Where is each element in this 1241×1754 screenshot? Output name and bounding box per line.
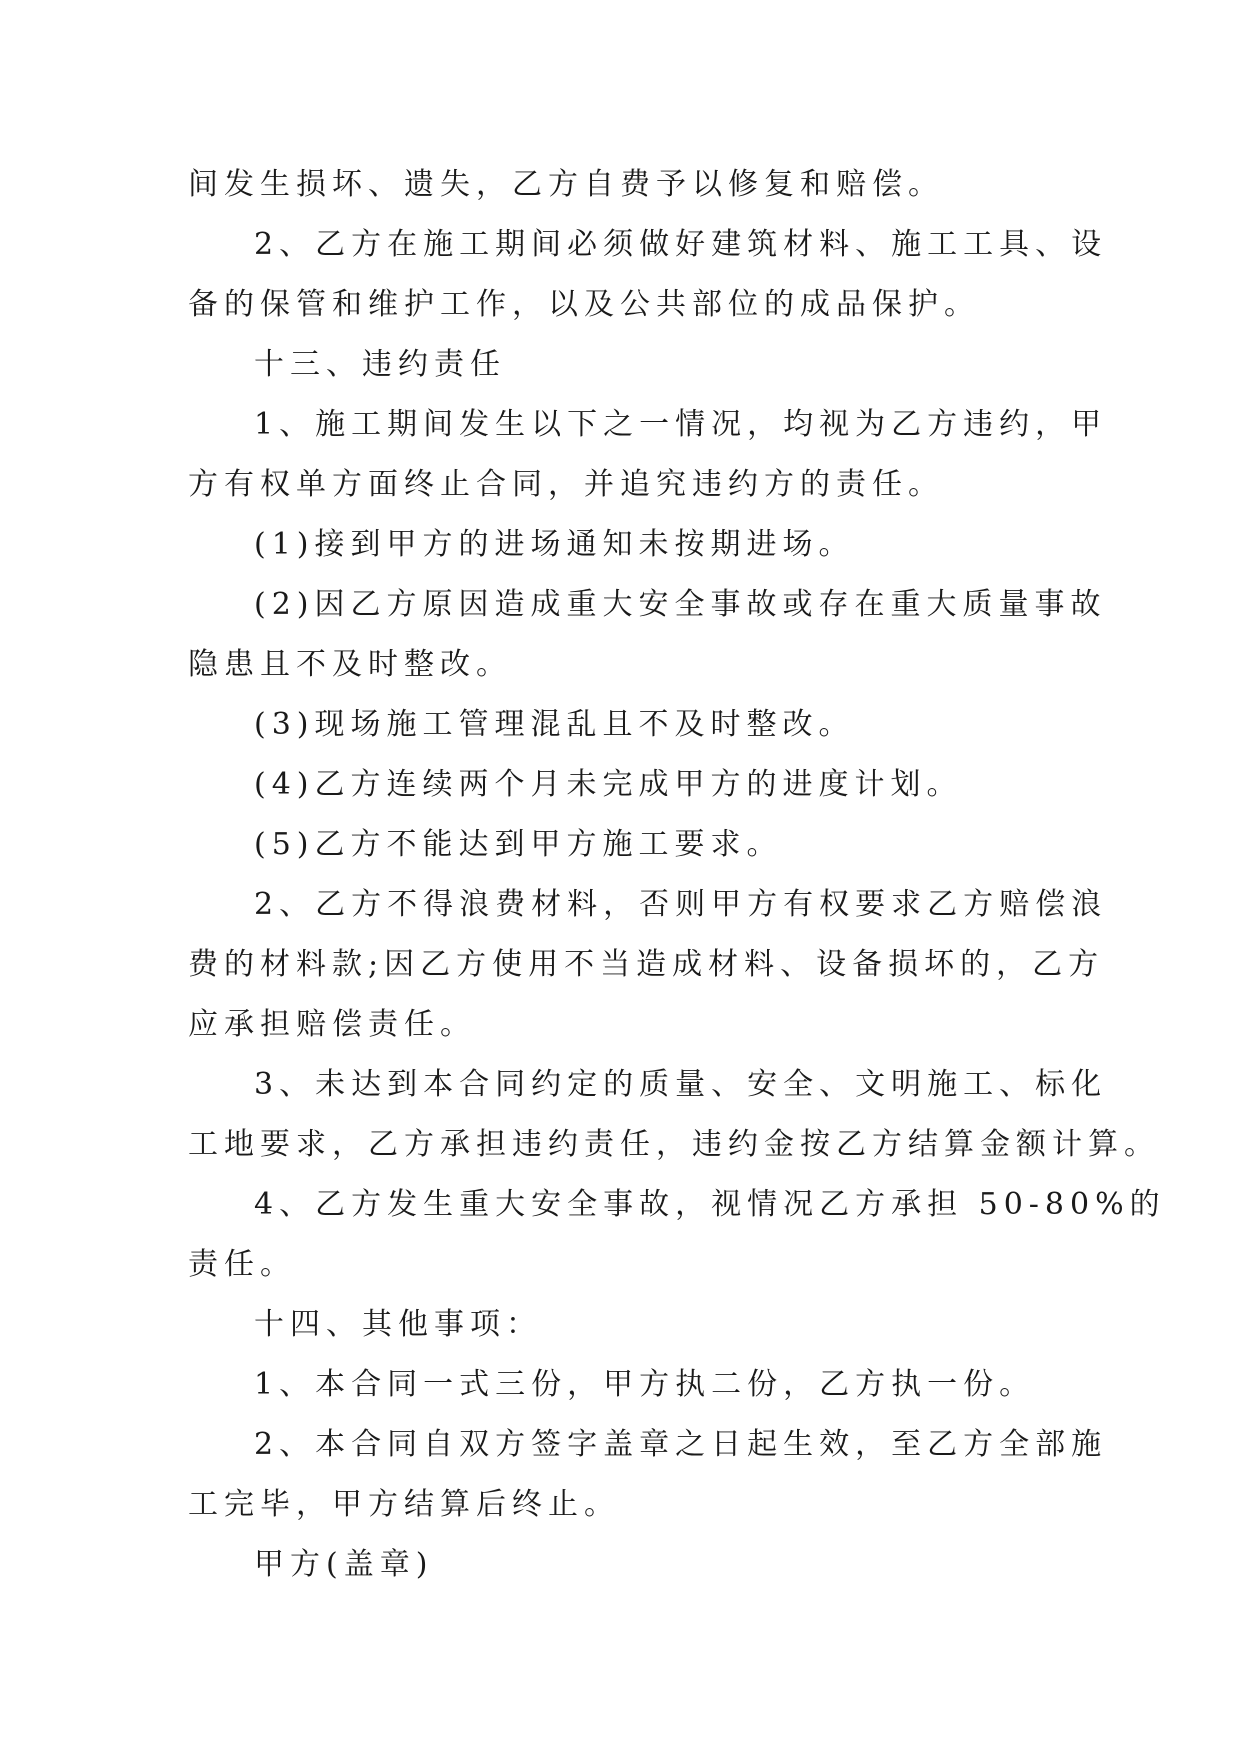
section-heading: 十四、其他事项：: [254, 1307, 542, 1342]
text-line: 1、施工期间发生以下之一情况，均视为乙方违约，甲: [254, 407, 1108, 442]
text-line: 应承担赔偿责任。: [188, 1007, 476, 1042]
document-page: [188, 155, 1166, 1595]
list-item: (1)接到甲方的进场通知未按期进场。: [254, 527, 855, 562]
text-line: 备的保管和维护工作，以及公共部位的成品保护。: [188, 287, 980, 322]
text-line: 工地要求，乙方承担违约责任，违约金按乙方结算金额计算。: [188, 1127, 1160, 1162]
text-line: 工完毕，甲方结算后终止。: [188, 1487, 620, 1522]
text-line: 方有权单方面终止合同，并追究违约方的责任。: [188, 467, 944, 502]
text-line: 责任。: [188, 1247, 296, 1282]
list-item: (3)现场施工管理混乱且不及时整改。: [254, 707, 855, 742]
text-line: 3、未达到本合同约定的质量、安全、文明施工、标化: [254, 1067, 1108, 1102]
section-heading: 十三、违约责任: [254, 347, 506, 382]
list-item: (5)乙方不能达到甲方施工要求。: [254, 827, 783, 862]
text-line: 费的材料款;因乙方使用不当造成材料、设备损坏的，乙方: [188, 947, 1105, 982]
list-item: (2)因乙方原因造成重大安全事故或存在重大质量事故: [254, 587, 1107, 622]
text-line: 2、本合同自双方签字盖章之日起生效，至乙方全部施: [254, 1427, 1108, 1462]
list-item: (4)乙方连续两个月未完成甲方的进度计划。: [254, 767, 963, 802]
text-line: 1、本合同一式三份，甲方执二份，乙方执一份。: [254, 1367, 1036, 1402]
signature-label: 甲方(盖章): [254, 1547, 434, 1582]
text-line: 4、乙方发生重大安全事故，视情况乙方承担 50-80%的: [254, 1187, 1166, 1222]
text-line: 2、乙方不得浪费材料，否则甲方有权要求乙方赔偿浪: [254, 887, 1108, 922]
text-line: 2、乙方在施工期间必须做好建筑材料、施工工具、设: [254, 227, 1108, 262]
text-line: 间发生损坏、遗失，乙方自费予以修复和赔偿。: [188, 167, 944, 202]
text-line: 隐患且不及时整改。: [188, 647, 512, 682]
